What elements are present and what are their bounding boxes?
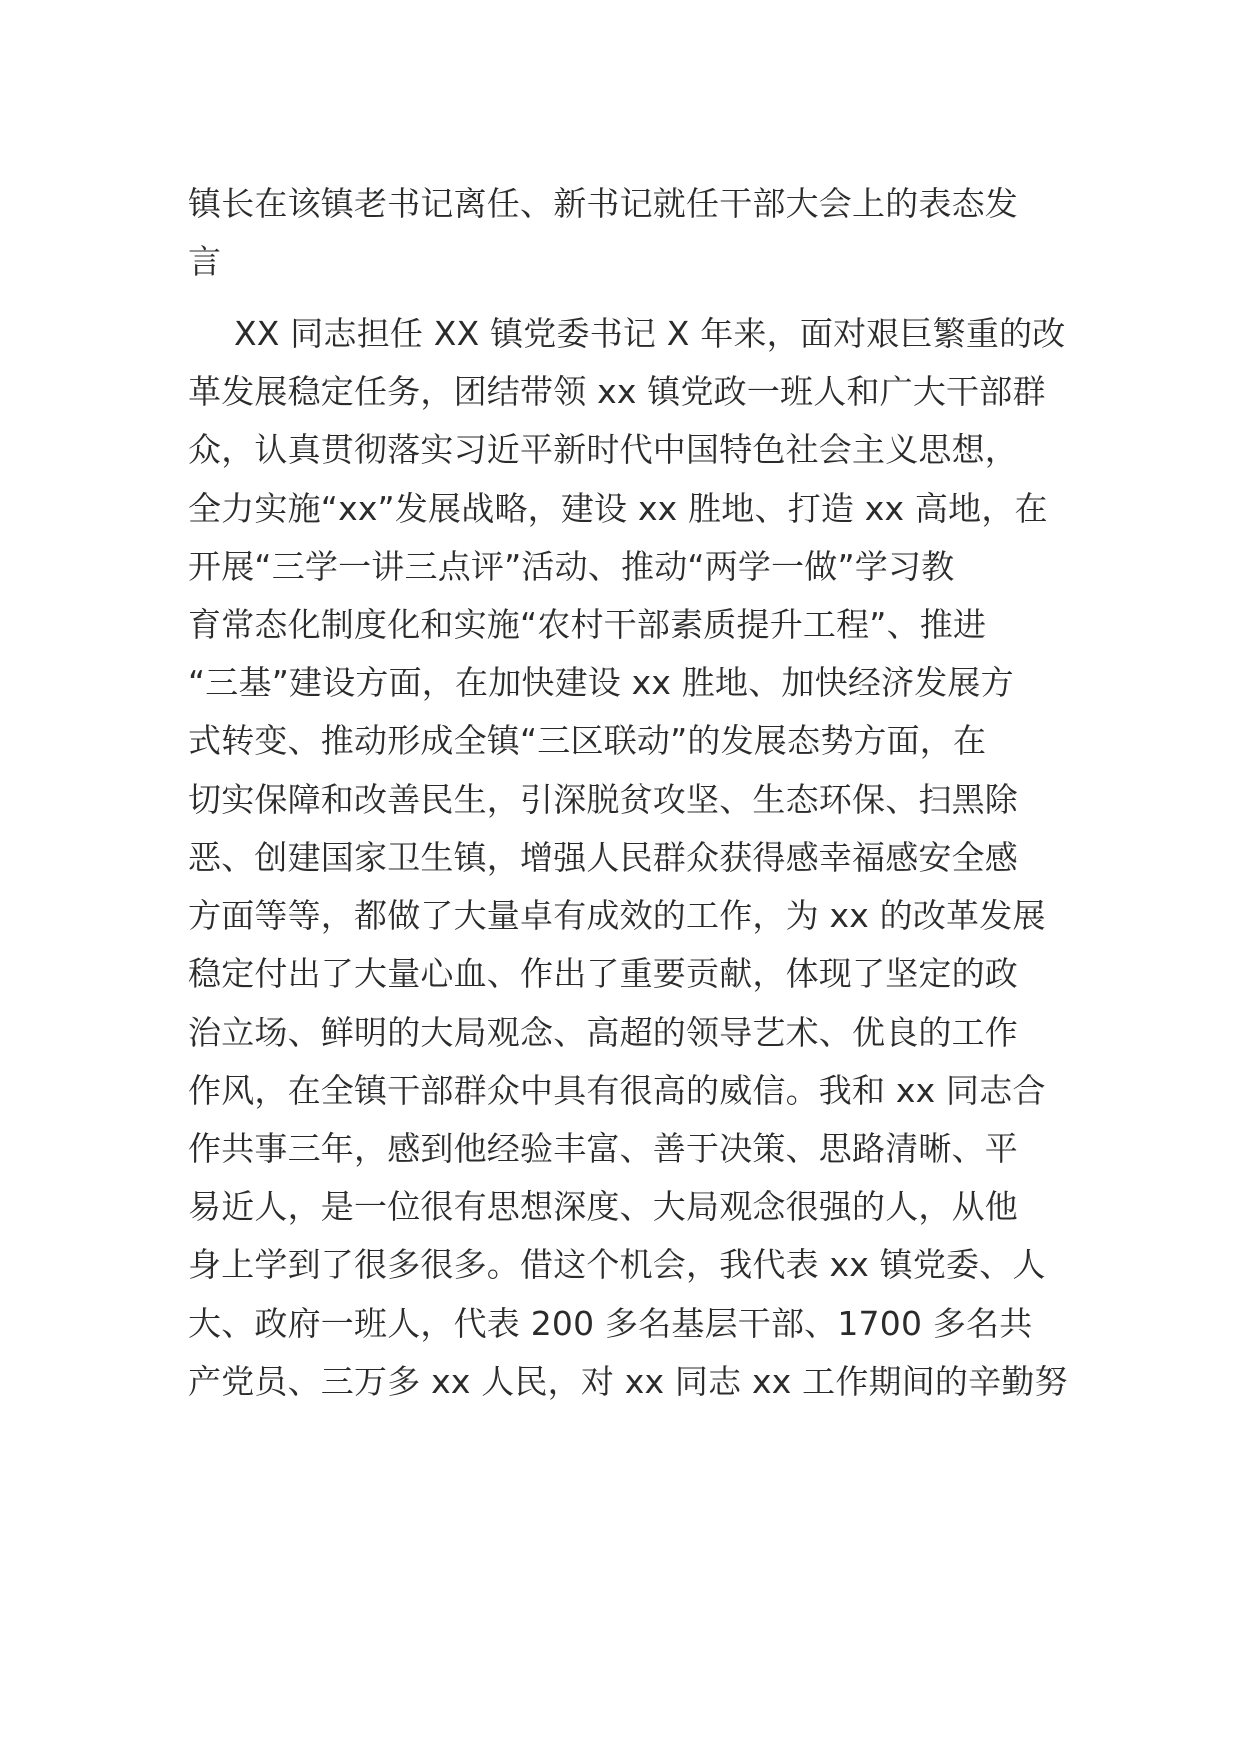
paragraph-line-8: 式转变、推动形成全镇“三区联动”的发展态势方面，在	[188, 721, 987, 760]
paragraph-line-18: 大、政府一班人，代表 200 多名基层干部、1700 多名共	[188, 1304, 1033, 1343]
paragraph-line-19: 产党员、三万多 xx 人民，对 xx 同志 xx 工作期间的辛勤努	[188, 1362, 1068, 1401]
paragraph-line-7: “三基”建设方面，在加快建设 xx 胜地、加快经济发展方	[188, 663, 1014, 702]
paragraph-line-16: 易近人，是一位很有思想深度、大局观念很强的人，从他	[188, 1187, 1018, 1226]
title-line-1: 镇长在该镇老书记离任、新书记就任干部大会上的表态发	[188, 184, 1018, 223]
paragraph-line-10: 恶、创建国家卫生镇，增强人民群众获得感幸福感安全感	[188, 838, 1018, 877]
paragraph-line-4: 全力实施“xx”发展战略，建设 xx 胜地、打造 xx 高地，在	[188, 489, 1048, 528]
paragraph-line-6: 育常态化制度化和实施“农村干部素质提升工程”、推进	[188, 605, 987, 644]
paragraph-line-12: 稳定付出了大量心血、作出了重要贡献，体现了坚定的政	[188, 954, 1018, 993]
paragraph-line-13: 治立场、鲜明的大局观念、高超的领导艺术、优良的工作	[188, 1013, 1018, 1052]
paragraph-line-2: 革发展稳定任务，团结带领 xx 镇党政一班人和广大干部群	[188, 372, 1046, 411]
paragraph-line-11: 方面等等，都做了大量卓有成效的工作，为 xx 的改革发展	[188, 896, 1046, 935]
paragraph-line-5: 开展“三学一讲三点评”活动、推动“两学一做”学习教	[188, 547, 955, 586]
paragraph-line-9: 切实保障和改善民生，引深脱贫攻坚、生态环保、扫黑除	[188, 780, 1018, 819]
paragraph-line-17: 身上学到了很多很多。借这个机会，我代表 xx 镇党委、人	[188, 1245, 1046, 1284]
title-line-2: 言	[188, 242, 222, 281]
paragraph-line-1: XX 同志担任 XX 镇党委书记 X 年来，面对艰巨繁重的改	[234, 314, 1066, 353]
paragraph-line-3: 众，认真贯彻落实习近平新时代中国特色社会主义思想，	[188, 430, 1018, 469]
paragraph-line-15: 作共事三年，感到他经验丰富、善于决策、思路清晰、平	[188, 1129, 1018, 1168]
paragraph-line-14: 作风，在全镇干部群众中具有很高的威信。我和 xx 同志合	[188, 1071, 1046, 1110]
